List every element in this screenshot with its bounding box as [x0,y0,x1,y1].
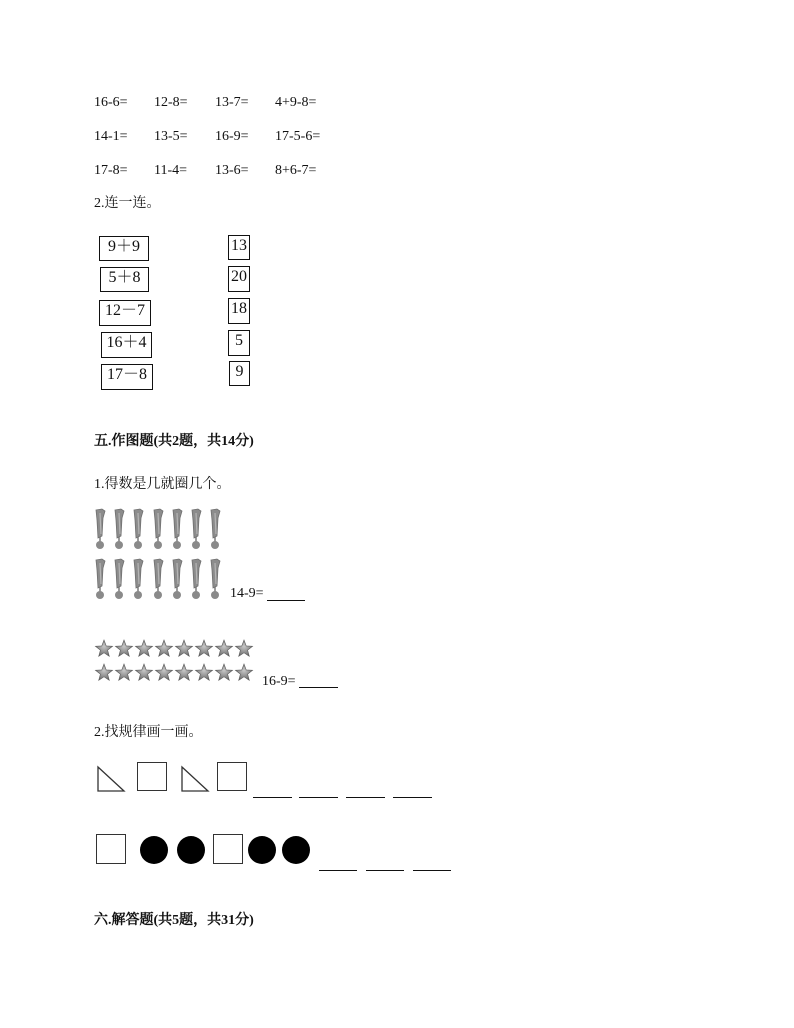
paintbrush-icon [188,508,204,555]
star-icon [94,663,114,688]
match-left-box[interactable]: 9＋9 [99,236,149,261]
section-5-heading: 五.作图题(共2题，共14分) [94,434,254,449]
answer-blank[interactable] [253,797,292,798]
answer-blank[interactable] [393,797,432,798]
equation: 13-7= [215,95,249,110]
equation: 4+9-8= [275,95,317,110]
paintbrush-icon [111,508,127,555]
star-icon [214,663,234,688]
star-icon [194,663,214,688]
square-shape [217,762,247,791]
star-icon [194,639,214,664]
square-shape [96,834,126,864]
star-icon [234,639,254,664]
star-icon [154,663,174,688]
match-right-box[interactable]: 20 [228,266,250,292]
paintbrush-icon [207,508,223,555]
question-1-title: 1.得数是几就圈几个。 [94,477,231,492]
black-circle-shape [177,836,205,864]
equation-16-9: 16-9= [262,674,296,689]
equation: 17-5-6= [275,129,321,144]
paintbrush-icon [207,558,223,605]
equation: 13-6= [215,163,249,178]
square-shape [137,762,167,791]
match-left-box[interactable]: 17－8 [101,364,153,390]
match-right-box[interactable]: 18 [228,298,250,324]
paintbrush-icon [92,558,108,605]
equation: 13-5= [154,129,188,144]
match-left-box[interactable]: 12－7 [99,300,151,326]
star-icon [94,639,114,664]
square-shape [213,834,243,864]
equation: 17-8= [94,163,128,178]
match-right-box[interactable]: 13 [228,235,250,260]
equation: 12-8= [154,95,188,110]
black-circle-shape [248,836,276,864]
black-circle-shape [140,836,168,864]
paintbrush-icon [92,508,108,555]
paintbrush-icon [130,508,146,555]
black-circle-shape [282,836,310,864]
star-icon [134,663,154,688]
answer-blank[interactable] [366,870,404,871]
match-left-box[interactable]: 16＋4 [101,332,152,358]
paintbrush-icon [130,558,146,605]
answer-blank[interactable] [267,600,305,601]
star-icon [234,663,254,688]
match-question-title: 2.连一连。 [94,196,161,211]
equation: 14-1= [94,129,128,144]
answer-blank[interactable] [319,870,357,871]
match-right-box[interactable]: 9 [229,361,250,386]
equation: 8+6-7= [275,163,317,178]
equation: 16-9= [215,129,249,144]
equation: 16-6= [94,95,128,110]
answer-blank[interactable] [299,797,338,798]
star-icon [174,663,194,688]
paintbrush-icon [111,558,127,605]
paintbrush-icon [169,558,185,605]
star-icon [134,639,154,664]
equation: 11-4= [154,163,188,178]
paintbrush-icon [169,508,185,555]
section-6-heading: 六.解答题(共5题，共31分) [94,913,254,928]
paintbrush-icon [150,508,166,555]
equation-14-9: 14-9= [230,586,264,601]
paintbrush-icon [150,558,166,605]
answer-blank[interactable] [346,797,385,798]
question-2-title: 2.找规律画一画。 [94,725,203,740]
answer-blank[interactable] [299,687,338,688]
right-triangle-shape [180,765,210,793]
match-left-box[interactable]: 5＋8 [100,267,149,292]
right-triangle-shape [96,765,126,793]
match-right-box[interactable]: 5 [228,330,250,356]
star-icon [114,639,134,664]
paintbrush-icon [188,558,204,605]
star-icon [174,639,194,664]
answer-blank[interactable] [413,870,451,871]
star-icon [214,639,234,664]
star-icon [114,663,134,688]
star-icon [154,639,174,664]
